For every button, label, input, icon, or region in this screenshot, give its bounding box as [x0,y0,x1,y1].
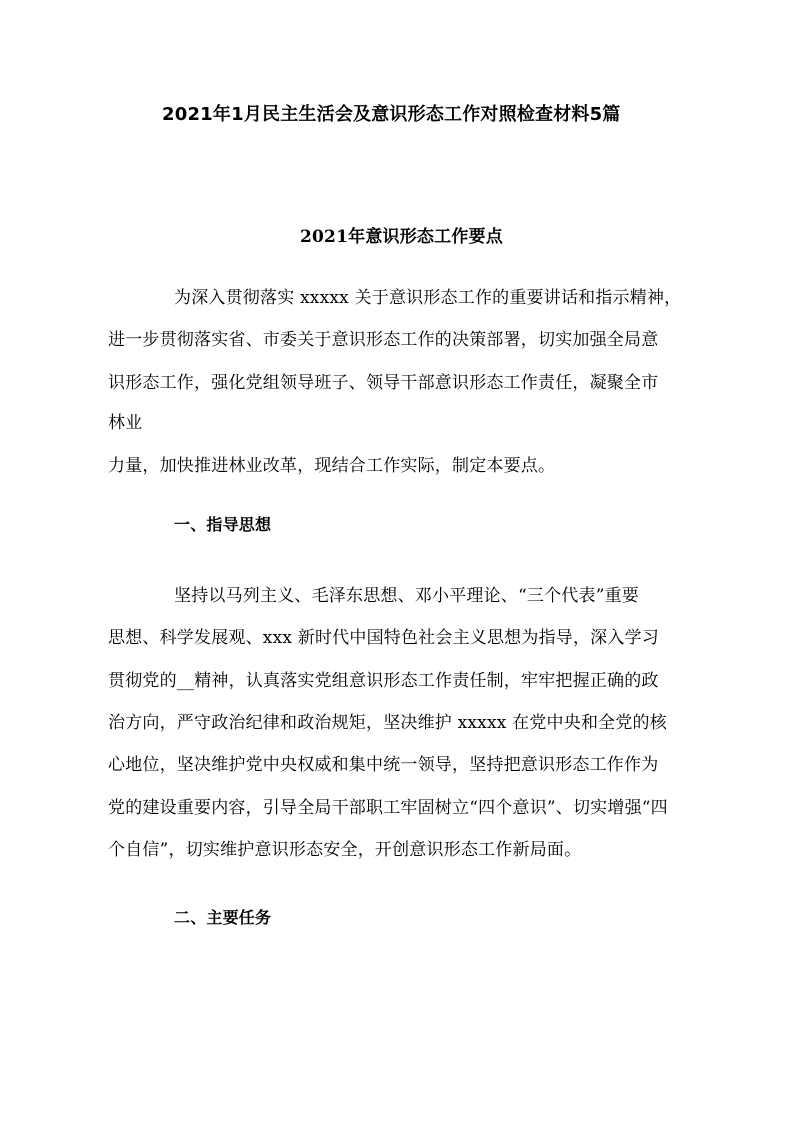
intro-line: 为深入贯彻落实 xxxxx 关于意识形态工作的重要讲话和指示精神， [174,288,682,308]
guiding-line: 治方向，严守政治纪律和政治规矩，坚决维护 xxxxx 在党中央和全党的核 [108,713,667,733]
intro-line: 力量，加快推进林业改革，现结合工作实际，制定本要点。 [108,456,556,476]
guiding-line: 贯彻党的__精神，认真落实党组意识形态工作责任制，牢牢把握正确的政 [108,671,659,691]
section-title: 2021年意识形态工作要点 [300,227,503,247]
intro-line: 识形态工作，强化党组领导班子、领导干部意识形态工作责任，凝聚全市 [108,373,659,393]
guiding-line: 心地位，坚决维护党中央权威和集中统一领导，坚持把意识形态工作作为 [108,755,659,775]
heading-main-tasks: 二、主要任务 [174,908,272,927]
intro-line: 进一步贯彻落实省、市委关于意识形态工作的决策部署，切实加强全局意 [108,330,659,350]
guiding-line: 思想、科学发展观、xxx 新时代中国特色社会主义思想为指导，深入学习 [108,628,659,648]
guiding-line: 党的建设重要内容，引导全局干部职工牢固树立“四个意识”、切实增强“四 [108,798,668,818]
document-title: 2021年1月民主生活会及意识形态工作对照检查材料5篇 [162,104,621,125]
guiding-line: 坚持以马列主义、毛泽东思想、邓小平理论、“三个代表”重要 [174,586,639,606]
intro-line: 林业 [108,413,143,433]
heading-guiding-ideology: 一、指导思想 [174,515,272,534]
guiding-line: 个自信”，切实维护意识形态安全，开创意识形态工作新局面。 [108,840,582,860]
